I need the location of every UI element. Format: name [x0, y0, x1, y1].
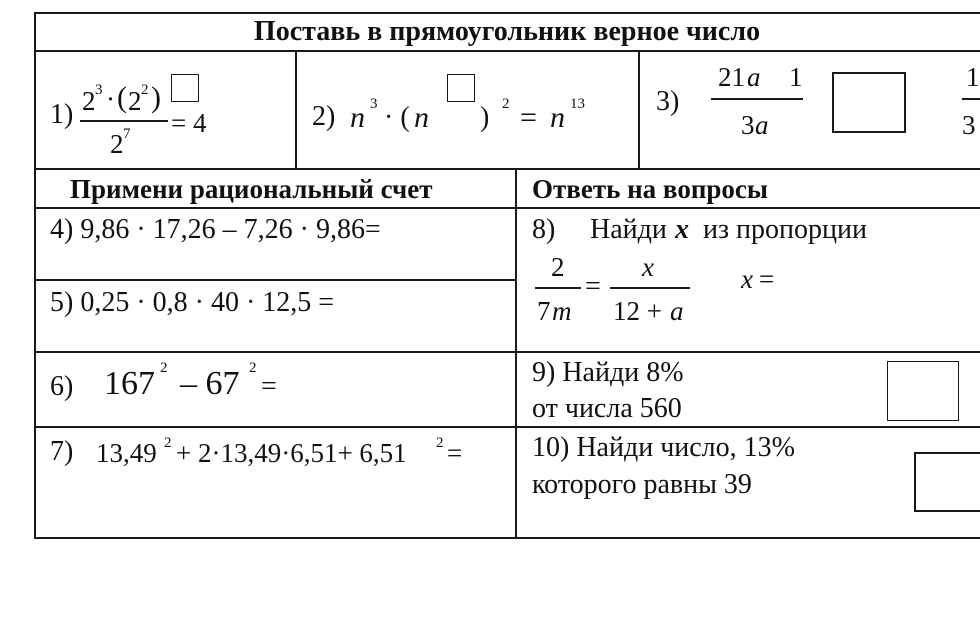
rule-top-col-1 [295, 50, 297, 169]
task-8-frac-2-den-b: a [670, 296, 684, 326]
task-6-minus-term: – 67 [180, 365, 240, 402]
task-10-line-1: 10) Найди число, 13% [532, 432, 795, 463]
task-10-answer-box[interactable] [914, 452, 980, 512]
task-1-base-2: 2 [128, 86, 142, 116]
task-3-numerator-b: 1 [789, 62, 803, 92]
task-2-equals: = [520, 101, 537, 134]
rule-top [34, 12, 980, 14]
task-3-fraction-bar [711, 98, 803, 100]
task-7-term-1: 13,49 [96, 438, 157, 468]
task-8-frac-1-bar [535, 287, 581, 289]
task-3-denominator-var: a [755, 110, 769, 140]
task-2-exp-2: 2 [502, 96, 510, 112]
task-1-answer-box[interactable] [171, 74, 199, 102]
task-6-number: 6) [50, 371, 74, 402]
task-1-exp-2: 2 [141, 82, 149, 98]
rule-middle [515, 168, 517, 539]
task-1-paren-open: ( [117, 81, 127, 114]
task-5: 5) 0,25 · 0,8 · 40 · 12,5 = [50, 287, 335, 318]
rule-q6-q7 [34, 426, 980, 428]
task-3-number: 3) [656, 86, 680, 117]
rule-q4-q5 [34, 279, 516, 281]
task-9-answer-box[interactable] [887, 361, 959, 421]
task-3-denominator: 3 [741, 110, 755, 140]
task-8-number: 8) [532, 214, 556, 245]
task-1-fraction-bar [80, 120, 168, 122]
task-8-frac-2-numerator: x [642, 252, 654, 282]
task-7-exp-2: 2 [436, 435, 444, 451]
rule-under-top-row [34, 168, 980, 170]
rule-left [34, 12, 36, 539]
task-1-number: 1) [50, 99, 74, 130]
section-title-questions: Ответь на вопросы [532, 174, 768, 204]
task-7-number: 7) [50, 436, 74, 467]
task-8-frac-2-bar [610, 287, 690, 289]
task-8-find: Найди [590, 214, 667, 245]
task-2-number: 2) [312, 101, 336, 132]
task-1-base-1: 2 [82, 86, 96, 116]
task-2-exp-1: 3 [370, 96, 378, 112]
task-2-answer-box[interactable] [447, 74, 475, 102]
rule-under-title [34, 50, 980, 52]
task-8-from-proportion: из пропорции [703, 214, 867, 245]
task-8-answer-equals: = [759, 264, 775, 294]
task-3-answer-box[interactable] [832, 72, 906, 133]
task-6-exp-1: 2 [160, 360, 168, 376]
task-8-answer-x: x [741, 264, 753, 294]
task-3-next-denominator: 3 [962, 110, 976, 140]
task-2-exp-3: 13 [570, 96, 585, 112]
task-1-result: = 4 [171, 108, 207, 138]
task-2-n-3: n [550, 101, 565, 134]
task-8-frac-2-den-a: 12 + [613, 296, 662, 326]
task-6-equals: = [261, 371, 277, 402]
section-title-rational: Примени рациональный счет [70, 174, 433, 204]
rule-top-col-2 [638, 50, 640, 169]
task-2-n-1: n [350, 101, 365, 134]
task-2-paren-close: ) [480, 102, 490, 133]
task-8-frac-1-numerator: 2 [551, 252, 565, 282]
task-7-equals: = [447, 438, 463, 468]
task-1-paren-close: ) [151, 81, 161, 114]
task-1-exp-1: 3 [95, 82, 103, 98]
worksheet-title: Поставь в прямоугольник верное число [253, 16, 761, 47]
rule-q5-q6 [34, 351, 980, 353]
task-8-frac-1-den-a: 7 [537, 296, 551, 326]
task-2-dot: · ( [384, 102, 410, 133]
task-1-denominator-exp: 7 [123, 126, 131, 142]
task-6-exp-2: 2 [249, 360, 257, 376]
task-4: 4) 9,86 · 17,26 – 7,26 · 9,86= [50, 214, 381, 245]
task-3-numerator-a: 21 [718, 62, 745, 92]
task-8-equals: = [585, 271, 601, 302]
rule-under-section-titles [34, 207, 980, 209]
task-10-line-2: которого равны 39 [532, 469, 752, 500]
task-8-x: x [675, 214, 689, 245]
task-9-line-2: от числа 560 [532, 393, 682, 424]
task-2-n-2: n [414, 101, 429, 134]
task-3-next-fraction-bar [962, 98, 980, 100]
task-8-frac-1-den-b: m [552, 296, 572, 326]
task-1-denominator: 2 [110, 129, 124, 159]
task-7-exp-1: 2 [164, 435, 172, 451]
task-6-base: 167 [104, 365, 155, 402]
task-9-line-1: 9) Найди 8% [532, 357, 684, 388]
rule-bottom [34, 537, 980, 539]
task-3-numerator-var: a [747, 62, 761, 92]
task-1-dot: · [106, 84, 115, 114]
task-3-next-numerator: 1 [966, 62, 980, 92]
task-7-term-2: + 2·13,49·6,51+ 6,51 [176, 438, 407, 468]
